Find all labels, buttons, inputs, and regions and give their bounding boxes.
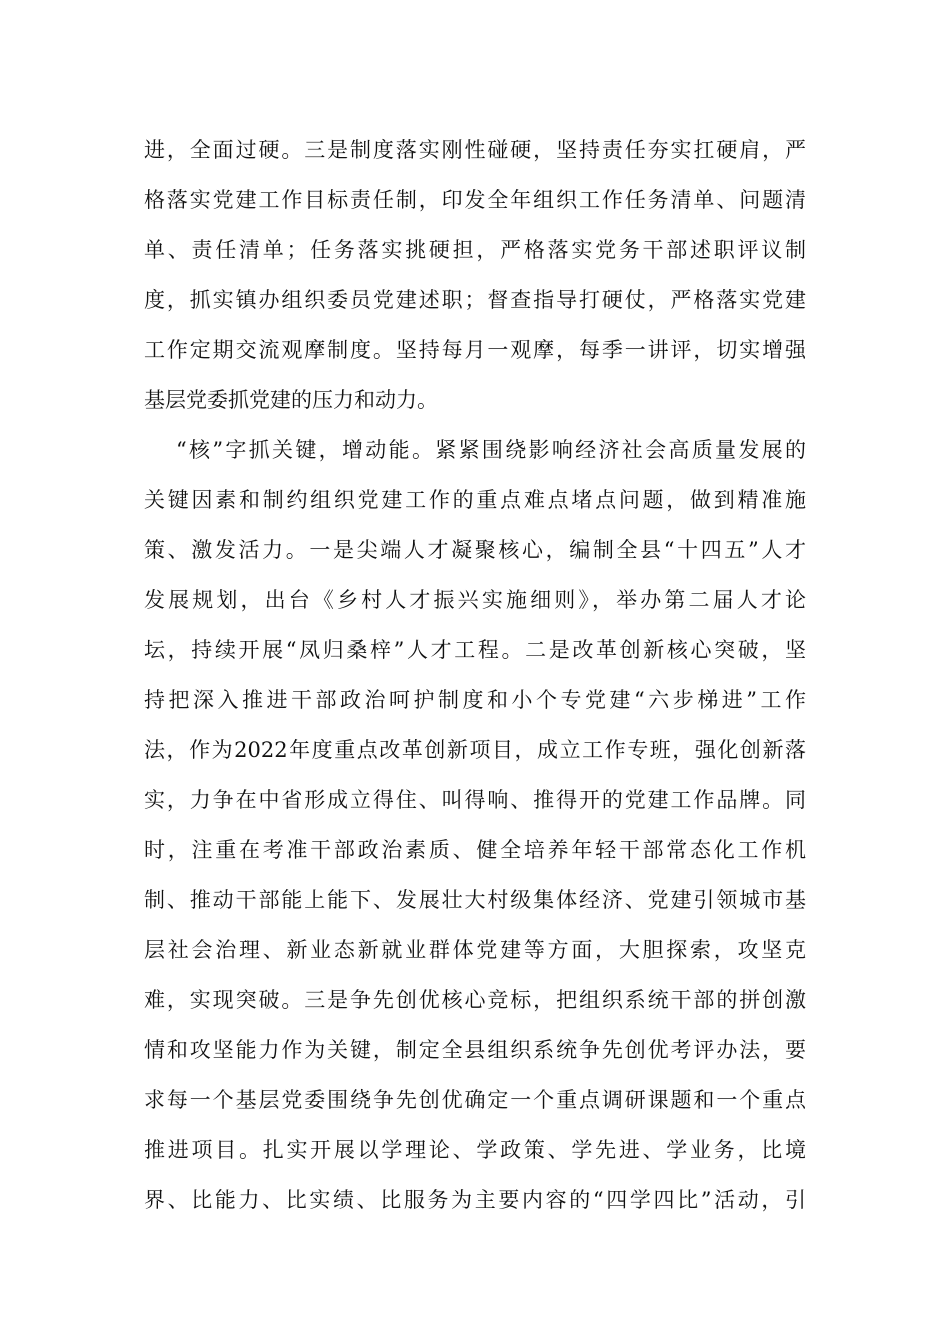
text-line: 难，实现突破。三是争先创优核心竞标，把组织系统干部的拼创激 [144,988,806,1012]
text-line: 发展规划，出台《乡村人才振兴实施细则》，举办第二届人才论 [144,588,806,612]
text-line: 制、推动干部能上能下、发展壮大村级集体经济、党建引领城市基 [144,888,806,912]
text-line: 格落实党建工作目标责任制，印发全年组织工作任务清单、问题清 [144,188,806,212]
text-line: 法，作为2022年度重点改革创新项目，成立工作专班，强化创新落 [144,738,806,762]
text-line: 求每一个基层党委围绕争先创优确定一个重点调研课题和一个重点 [144,1088,806,1112]
text-line: 实，力争在中省形成立得住、叫得响、推得开的党建工作品牌。同 [144,788,806,812]
text-line: 持把深入推进干部政治呵护制度和小个专党建“六步梯进”工作 [144,688,806,712]
text-line: 推进项目。扎实开展以学理论、学政策、学先进、学业务，比境 [144,1138,806,1162]
text-line: 度，抓实镇办组织委员党建述职；督查指导打硬仗，严格落实党建 [144,288,806,312]
paragraph-start-line: “核”字抓关键，增动能。紧紧围绕影响经济社会高质量发展的 [176,438,806,462]
text-line: 关键因素和制约组织党建工作的重点难点堵点问题，做到精准施 [144,488,806,512]
text-line: 层社会治理、新业态新就业群体党建等方面，大胆探索，攻坚克 [144,938,806,962]
text-line: 基层党委抓党建的压力和动力。 [144,388,438,412]
text-line: 策、激发活力。一是尖端人才凝聚核心，编制全县“十四五”人才 [144,538,806,562]
text-line: 情和攻坚能力作为关键，制定全县组织系统争先创优考评办法，要 [144,1038,806,1062]
text-line: 进，全面过硬。三是制度落实刚性碰硬，坚持责任夯实扛硬肩，严 [144,138,806,162]
text-line: 工作定期交流观摩制度。坚持每月一观摩，每季一讲评，切实增强 [144,338,806,362]
text-line: 坛，持续开展“凤归桑梓”人才工程。二是改革创新核心突破，坚 [144,638,806,662]
text-line: 单、责任清单；任务落实挑硬担，严格落实党务干部述职评议制 [144,238,806,262]
text-line: 界、比能力、比实绩、比服务为主要内容的“四学四比”活动，引 [144,1188,806,1212]
text-line: 时，注重在考准干部政治素质、健全培养年轻干部常态化工作机 [144,838,806,862]
